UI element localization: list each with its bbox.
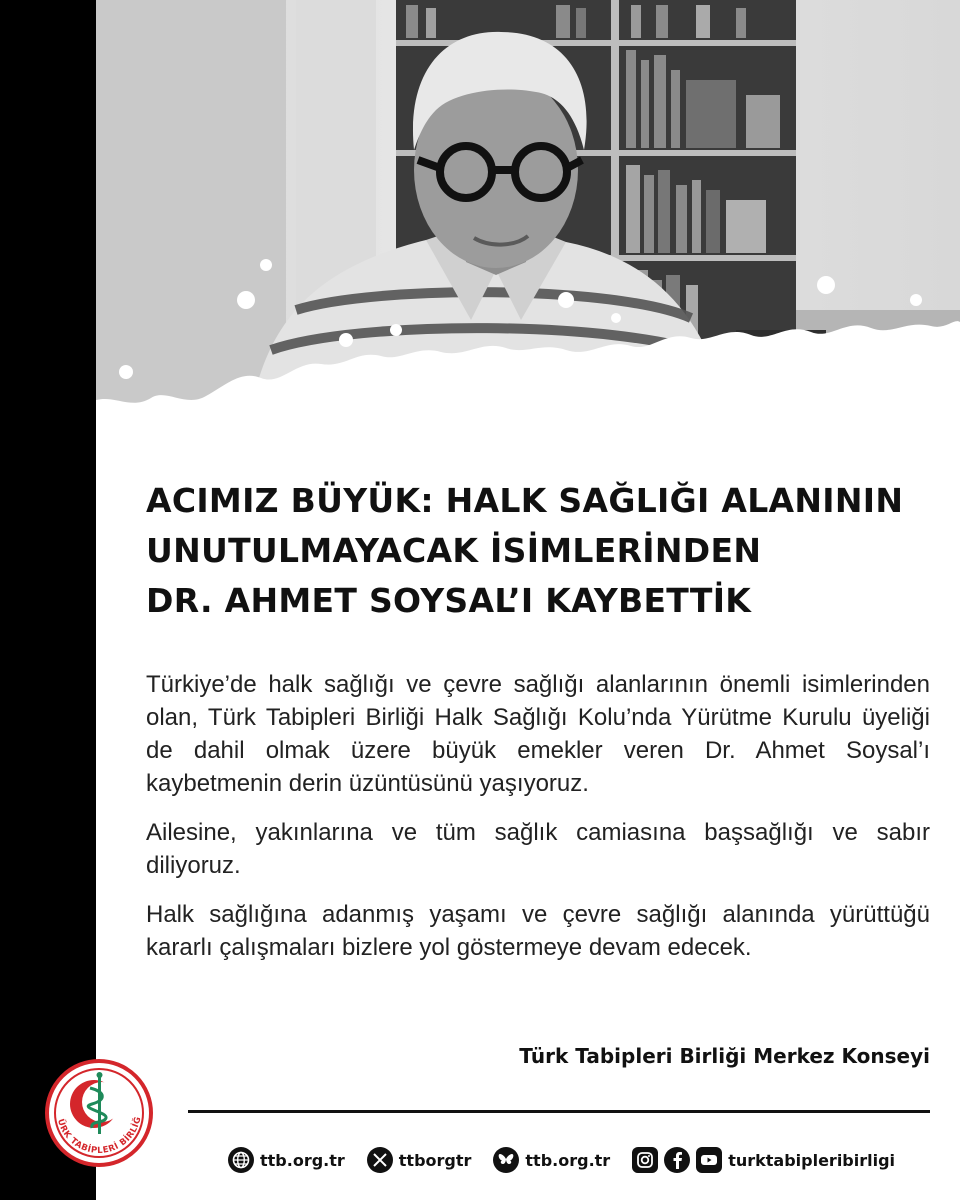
paragraph-2: Ailesine, yakınlarına ve tüm sağlık camiasına başsağlığı ve sabır diliyoruz. [146, 819, 930, 879]
paragraph-1: Türkiye’de halk sağlığı ve çevre sağlığı alanlarının önemli isimlerinden olan, Türk Tabipleri Birliği Halk Sağlığı Kolu’nda Yürütme Kurulu üyeliği de dahil olmak üzere büyük emekler veren Dr. Ahmet Soysal’ı kaybetmenin derin üzüntüsünü yaşıyoruz. [146, 671, 930, 797]
logo-text: ÜRK TABİPLERİ BİRLİĞ [54, 1115, 144, 1156]
signature: Türk Tabipleri Birliği Merkez Konseyi [519, 1044, 930, 1068]
globe-icon [228, 1147, 254, 1173]
headline-line-2: UNUTULMAYACAK İSİMLERİNDEN [146, 531, 762, 570]
bluesky-handle-text: ttb.org.tr [525, 1150, 611, 1170]
x-link[interactable] [367, 1147, 472, 1173]
ttb-logo [44, 1058, 154, 1168]
bluesky-icon [493, 1147, 519, 1173]
footer-social-bar [228, 1140, 928, 1180]
facebook-icon [664, 1147, 690, 1173]
website-link[interactable] [228, 1147, 345, 1173]
headline-line-3: DR. AHMET SOYSAL’I KAYBETTİK [146, 581, 752, 620]
headline-line-1: ACIMIZ BÜYÜK: HALK SAĞLIĞI ALANININ [146, 481, 904, 520]
portrait-photo [96, 0, 960, 450]
instagram-icon [632, 1147, 658, 1173]
left-black-band [0, 0, 96, 1200]
headline [146, 476, 936, 626]
footer-divider [188, 1110, 930, 1113]
youtube-icon [696, 1147, 722, 1173]
x-handle-text: ttborgtr [398, 1150, 472, 1170]
website-text: ttb.org.tr [260, 1150, 345, 1170]
x-icon [367, 1147, 393, 1173]
paragraph-3: Halk sağlığına adanmış yaşamı ve çevre sağlığı alanında yürüttüğü kararlı çalışmaları bizlere yol göstermeye devam edecek. [146, 901, 930, 961]
body-text [146, 668, 930, 980]
social-handles-link[interactable] [632, 1147, 895, 1173]
social-handle-text: turktabipleribirligi [728, 1150, 896, 1170]
bluesky-link[interactable] [493, 1147, 610, 1173]
